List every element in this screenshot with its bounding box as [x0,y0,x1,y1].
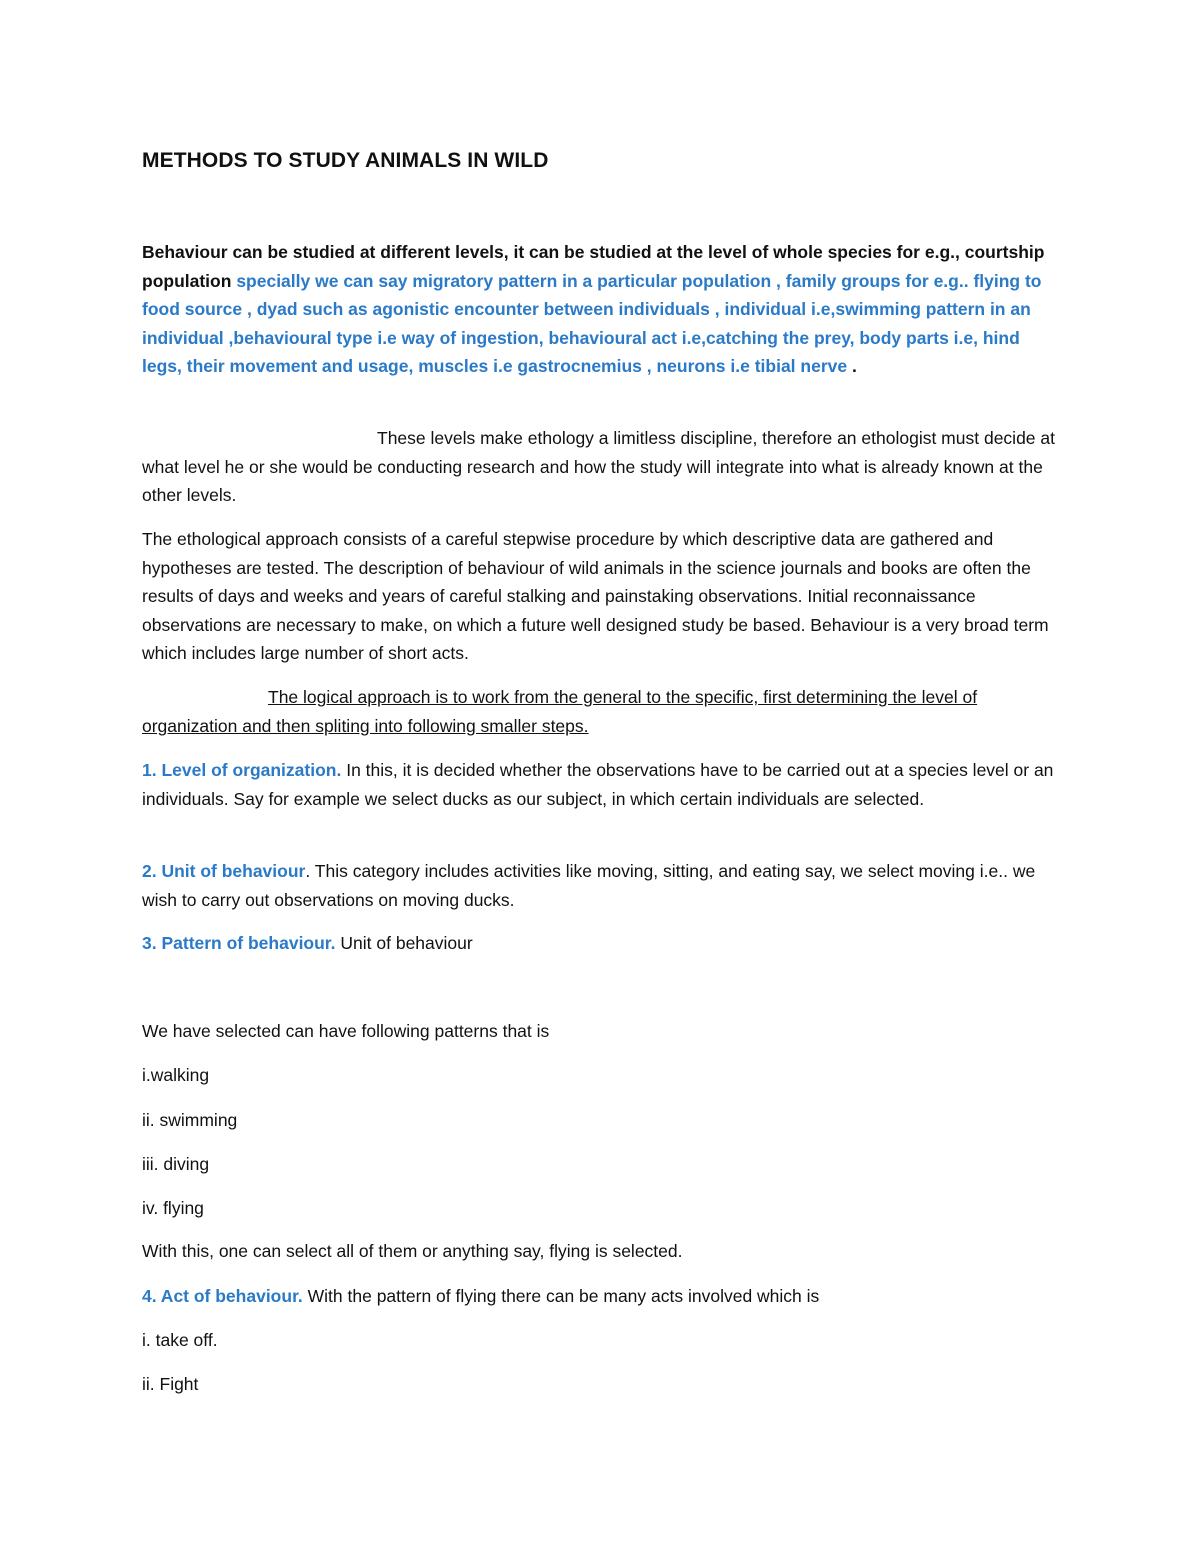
pattern-item: iii. diving [142,1154,210,1174]
document-title: METHODS TO STUDY ANIMALS IN WILD [142,149,549,172]
logical-text: The logical approach is to work from the general to the specific, first determining the level of organization and then spliting into following smaller steps. [142,687,978,736]
approach-text: The ethological approach consists of a careful stepwise procedure by which descriptive data are gathered and hypotheses are tested. The description of behaviour of wild animals in the science journals and books are often the results of days and weeks and years of careful stalking and painstaking observations. Initial reconnaissance observations are necessary to make, on which a future well designed study be based. Behaviour is a very broad term which includes large number of short acts. [142,529,1049,663]
step4-heading: 4. Act of behaviour. [142,1286,303,1306]
logical-paragraph [142,683,1062,740]
step1-heading: 1. Level of organization. [142,760,342,780]
step-level-of-organization [142,756,1062,813]
step2-heading: 2. Unit of behaviour [142,861,306,881]
step-pattern-of-behaviour [142,929,473,957]
act-item: ii. Fight [142,1374,199,1394]
selection-sentence: With this, one can select all of them or anything say, flying is selected. [142,1241,683,1261]
intro-paragraph [142,238,1062,381]
approach-paragraph [142,525,1062,668]
levels-paragraph [142,424,1062,510]
act-item: i. take off. [142,1330,218,1350]
pattern-item: iv. flying [142,1198,204,1218]
intro-text: Behaviour can be studied at different levels, it can be studied at the level of whole species for e.g., courtship population [142,242,1045,291]
step3-text: Unit of behaviour [335,933,473,953]
levels-text: These levels make ethology a limitless discipline, therefore an ethologist must decide at what level he or she would be conducting research and how the study will integrate into what is already known at the other levels. [142,428,1055,505]
patterns-intro: We have selected can have following patterns that is [142,1021,550,1041]
step-act-of-behaviour [142,1282,819,1310]
step2-text: . This category includes activities like moving, sitting, and eating say, we select moving i.e.. we wish to carry out observations on moving ducks. [142,861,1036,910]
step4-text: With the pattern of flying there can be many acts involved which is [302,1286,820,1306]
step1-text: In this, it is decided whether the observations have to be carried out at a species level or an individuals. Say for example we select ducks as our subject, in which certain individuals are selected. [142,760,1054,809]
intro-end: . [847,356,857,376]
step3-heading: 3. Pattern of behaviour. [142,933,336,953]
pattern-item: i.walking [142,1065,210,1085]
intro-highlight: specially we can say migratory pattern in a particular population , family groups for e.g.. flying to food source , dyad such as agonistic encounter between individuals , individual i.e,swimming pattern in an individual ,behavioural type i.e way of ingestion, behavioural act i.e,catching the prey, body parts i.e, hind legs, their movement and usage, muscles i.e gastrocnemius , neurons i.e tibial nerve [142,270,1042,376]
step-unit-of-behaviour [142,857,1062,914]
pattern-item: ii. swimming [142,1110,238,1130]
